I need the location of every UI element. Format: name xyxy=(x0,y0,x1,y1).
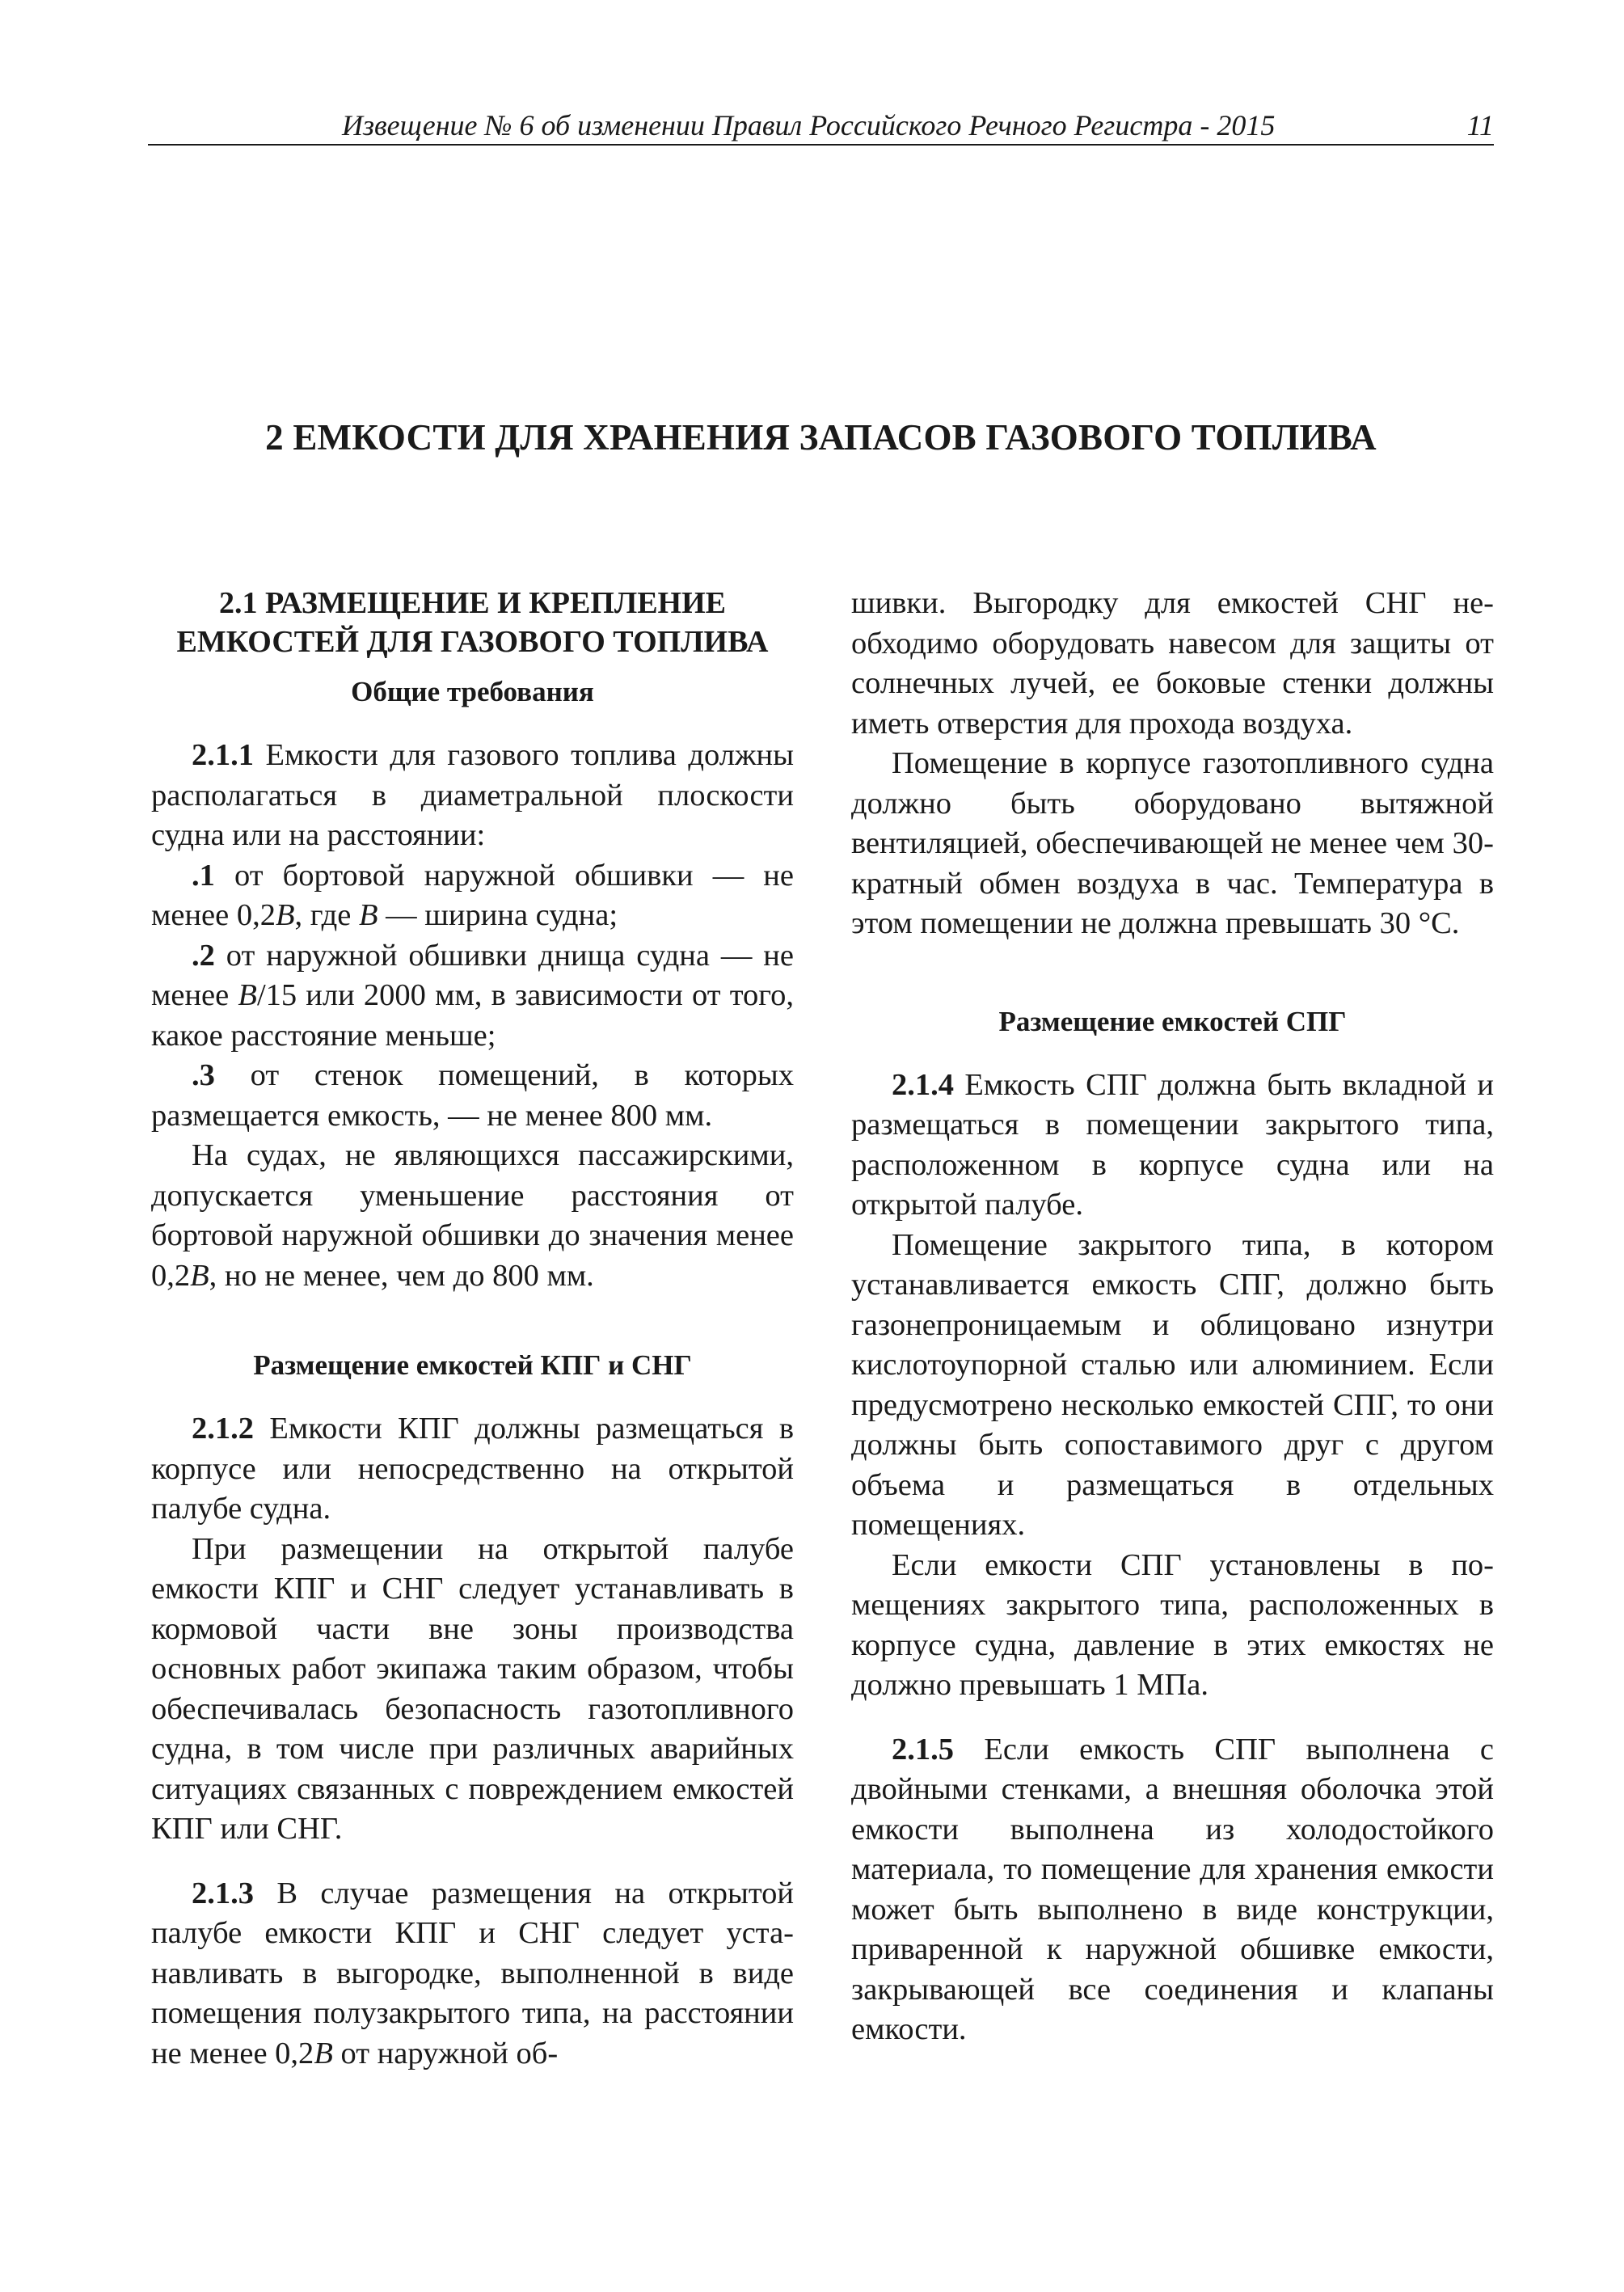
paragraph-2-1-1 xyxy=(151,736,794,856)
section-heading-line-1: 2.1 РАЗМЕЩЕНИЕ И КРЕПЛЕНИЕ xyxy=(219,586,726,620)
item-text: от стенок помещений, в которых размещается емкость, — не менее 800 мм. xyxy=(151,1058,794,1133)
section-heading xyxy=(151,584,794,661)
page-number: 11 xyxy=(1466,109,1494,141)
clause-text: Емкости для газового топлива должны располагаться в диаметральной плоскости судна или на расстоянии: xyxy=(151,738,794,852)
paragraph-open-deck: При размещении на открытой палубе емкости КПГ и СНГ следует устанавливать в кормовой части вне зоны производства основных работ экипажа таким образом, чтобы обеспечивалась безопасность газотопливного судна, в том числе при различных аварийных ситуациях связанных с повреждением емкостей КПГ или СНГ. xyxy=(151,1531,794,1846)
item-number: .3 xyxy=(192,1058,215,1092)
item-text: от бортовой наружной обшивки — не менее 0,2 xyxy=(151,858,794,932)
paragraph-closed-room: Помещение закрытого типа, в котором устанавливается емкость СПГ, должно быть газонепроницаемым и облицовано изнутри кислотоупорной сталью или алюминием. Если предусмотрено несколько емкостей СПГ, то они должны быть сопоставимого друг с другом объема и размещаться в отдельных помещениях. xyxy=(851,1227,1494,1542)
clause-number: 2.1.2 xyxy=(192,1412,254,1446)
left-column xyxy=(151,584,794,2074)
paragraph-hull-room: Помещение в корпусе газотопливного судна должно быть оборудовано вытяжной вентиляцией, обеспечивающей не менее чем 30-кратный обмен воздуха в час. Температура в этом помещении не должна превышать 30 °С. xyxy=(851,746,1494,940)
variable-b: B xyxy=(358,898,378,932)
paragraph-text: , но не менее, чем до 800 мм. xyxy=(209,1258,594,1293)
list-item-1 xyxy=(151,856,794,936)
paragraph-non-passenger xyxy=(151,1136,794,1296)
paragraph-2-1-3-continued xyxy=(851,584,1494,744)
clause-text: Если емкость СПГ выполнена с двойными стенками, а внешняя оболочка этой емкости выполнена из холодостойкого материала, то помещение для хранения емкости может быть выполнено в виде конструкции, приваренной к наружной обшивке емкости, закрывающей все соединения и клапаны емкости. xyxy=(851,1732,1494,2046)
variable-b: B xyxy=(275,898,295,932)
clause-number: 2.1.1 xyxy=(192,738,254,772)
item-text: /15 или 2000 мм, в зависимости от того, какое расстояние меньше; xyxy=(151,978,794,1053)
paragraph-2-1-2 xyxy=(151,1409,794,1530)
section-heading-line-2: ЕМКОСТЕЙ ДЛЯ ГАЗОВОГО ТОПЛИВА xyxy=(176,625,769,659)
right-column xyxy=(851,584,1494,2050)
clause-number: 2.1.4 xyxy=(892,1067,954,1102)
paragraph-2-1-5 xyxy=(851,1730,1494,2050)
paragraph-text: На судах, не являющихся пассажирскими, допускается уменьшение расстояния от бортовой наружной обшивки до значения менее 0,2 xyxy=(151,1138,794,1293)
list-item-3 xyxy=(151,1056,794,1136)
subheading-general-requirements: Общие требования xyxy=(351,676,594,707)
clause-number: 2.1.5 xyxy=(892,1732,954,1766)
paragraph-pressure: Если емкости СПГ установлены в помещениях закрытого типа, расположенных в корпусе судна, давление в этих емкостях не должно превышать 1 МПа. xyxy=(851,1547,1494,1702)
item-number: .2 xyxy=(192,938,215,973)
subheading-cng-lng-placement: Размещение емкостей КПГ и СНГ xyxy=(253,1349,692,1381)
running-head-title: Извещение № 6 об изменении Правил Российского Речного Регистра - 2015 xyxy=(342,109,1276,141)
item-text: от наружной обшивки днища судна — не менее xyxy=(151,938,794,1012)
item-text: , где xyxy=(294,898,359,932)
clause-text: Емкости КПГ должны размещаться в корпусе или непосредственно на открытой палубе судна. xyxy=(151,1412,794,1526)
clause-text-continued: шивки. Выгородку для емкостей СНГ необходимо оборудовать навесом для защиты от солнечных лучей, ее боковые стенки должны иметь отверстия для прохода воздуха. xyxy=(851,586,1494,741)
running-head xyxy=(148,103,1494,146)
subheading-lng-placement: Размещение емкостей СПГ xyxy=(998,1005,1347,1037)
clause-text-continued-left: от наружной об- xyxy=(332,2036,559,2070)
variable-b: B xyxy=(238,978,257,1012)
clause-text: Емкость СПГ должна быть вкладной и размещаться в помещении закрытого типа, расположенном в корпусе судна или на открытой палубе. xyxy=(851,1067,1494,1222)
variable-b: B xyxy=(314,2036,333,2070)
list-item-2 xyxy=(151,936,794,1057)
chapter-title: 2 ЕМКОСТИ ДЛЯ ХРАНЕНИЯ ЗАПАСОВ ГАЗОВОГО ТОПЛИВА xyxy=(265,417,1377,458)
paragraph-2-1-4 xyxy=(851,1066,1494,1226)
item-number: .1 xyxy=(192,858,215,893)
paragraph-2-1-3 xyxy=(151,1874,794,2075)
clause-text: В случае размещения на открытой палубе емкости КПГ и СНГ следует устанавливать в выгородке, выполненной в виде помещения полузакрытого типа, на расстоянии не менее 0,2 xyxy=(151,1876,794,2070)
clause-number: 2.1.3 xyxy=(192,1876,254,1910)
variable-b: B xyxy=(190,1258,209,1293)
item-text: — ширина судна; xyxy=(378,898,618,932)
